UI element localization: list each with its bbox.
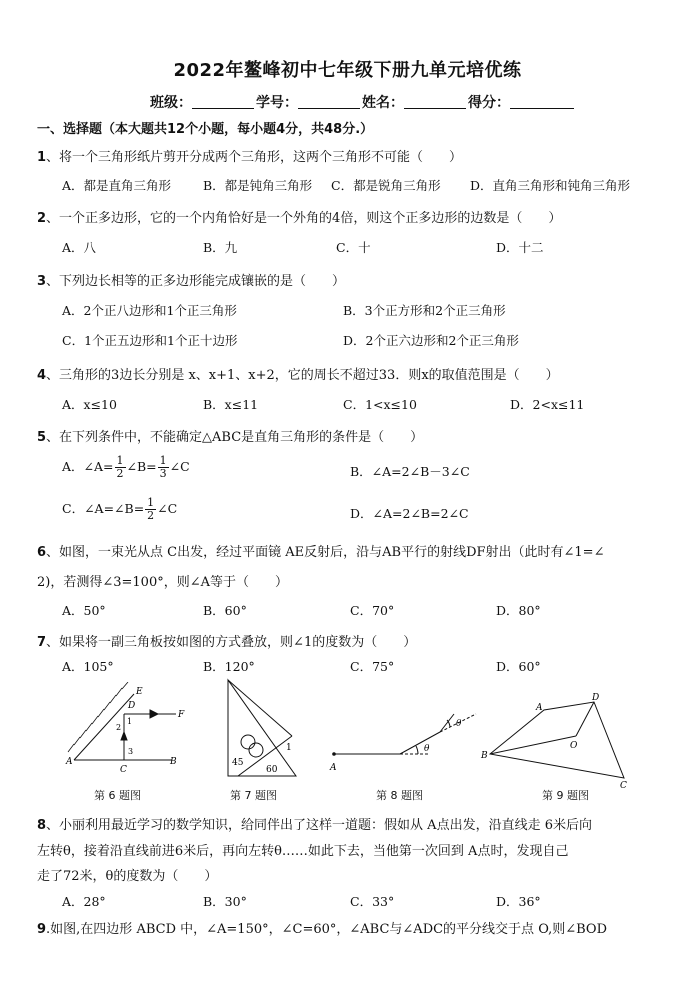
option-text: ∠C — [157, 501, 178, 516]
question-number: 2 — [37, 211, 47, 226]
option-b[interactable]: B．30° — [203, 894, 247, 909]
label-60: 60 — [266, 765, 278, 775]
option-d[interactable]: D．十二 — [496, 240, 544, 255]
label-B: B — [481, 751, 488, 761]
option-d[interactable]: D．2<x≤11 — [510, 397, 585, 412]
option-c[interactable]: C．都是锐角三角形 — [331, 178, 441, 193]
option-text: ∠C — [169, 459, 190, 474]
denominator: 2 — [116, 467, 124, 480]
option-d[interactable]: D．36° — [496, 894, 541, 909]
question-number: 4 — [37, 368, 47, 383]
question-1 — [37, 146, 462, 165]
option-a[interactable]: A．105° — [62, 659, 114, 674]
option-a[interactable] — [62, 455, 190, 480]
question-number: 3 — [37, 274, 47, 289]
id-blank[interactable] — [298, 94, 360, 109]
figure-7-diagram — [222, 676, 302, 780]
name-label: 姓名： — [362, 95, 404, 111]
label-A: A — [536, 703, 543, 713]
label-angle-1: 1 — [127, 717, 133, 726]
label-B: B — [170, 757, 177, 767]
label-A: A — [66, 757, 73, 767]
option-d[interactable]: D．直角三角形和钝角三角形 — [470, 178, 631, 193]
score-blank[interactable] — [510, 94, 574, 109]
label-theta: θ — [424, 744, 430, 754]
question-text: 、在下列条件中，不能确定△ABC是直角三角形的条件是（ ） — [46, 430, 424, 445]
question-number: 1 — [37, 150, 47, 165]
question-number: 8 — [37, 818, 47, 833]
option-c[interactable] — [62, 497, 177, 522]
figure-8-diagram — [328, 710, 478, 774]
option-c[interactable]: C．1<x≤10 — [343, 397, 417, 412]
option-b[interactable]: B．都是钝角三角形 — [203, 178, 313, 193]
option-b[interactable]: B．x≤11 — [203, 397, 259, 412]
option-b[interactable]: B．∠A=2∠B－3∠C — [350, 464, 470, 479]
option-a[interactable]: A．2个正八边形和1个正三角形 — [62, 303, 237, 318]
label-C: C — [620, 781, 627, 790]
question-text: 、一个正多边形，它的一个内角恰好是一个外角的4倍，则这个正多边形的边数是（ ） — [46, 211, 562, 226]
label-F: F — [178, 710, 185, 720]
label-D: D — [592, 693, 600, 703]
fraction-third — [158, 455, 169, 480]
label-E: E — [136, 687, 143, 697]
option-a[interactable]: A．八 — [62, 240, 97, 255]
option-c[interactable]: C．75° — [350, 659, 395, 674]
label-theta: θ — [456, 719, 462, 729]
numerator: 1 — [159, 454, 167, 467]
question-text: 、下列边长相等的正多边形能完成镶嵌的是（ ） — [46, 274, 346, 289]
name-blank[interactable] — [404, 94, 466, 109]
question-number: 9 — [37, 922, 47, 937]
question-text: 、将一个三角形纸片剪开分成两个三角形，这两个三角形不可能（ ） — [46, 150, 463, 165]
question-4 — [37, 364, 559, 383]
option-a[interactable]: A．28° — [62, 894, 106, 909]
question-text: 、如果将一副三角板按如图的方式叠放，则∠1的度数为（ ） — [46, 635, 417, 650]
label-O: O — [570, 741, 578, 751]
label-45: 45 — [232, 758, 244, 768]
label-D: D — [128, 701, 136, 711]
option-b[interactable]: B．60° — [203, 603, 247, 618]
question-7 — [37, 631, 416, 650]
option-b[interactable]: B．120° — [203, 659, 255, 674]
option-c[interactable]: C．33° — [350, 894, 395, 909]
id-label: 学号： — [256, 95, 298, 111]
score-label: 得分： — [468, 95, 510, 111]
denominator: 2 — [147, 509, 155, 522]
option-c[interactable]: C．70° — [350, 603, 395, 618]
question-text: 、如图，一束光从点 C出发，经过平面镜 AE反射后，沿与AB平行的射线DF射出（此时有∠1=∠ — [46, 545, 605, 560]
fraction-half — [115, 455, 126, 480]
question-number: 6 — [37, 545, 47, 560]
label-A: A — [330, 763, 337, 773]
option-b[interactable]: B．九 — [203, 240, 238, 255]
option-text: ∠B= — [126, 459, 157, 474]
figure-9-caption: 第 9 题图 — [542, 789, 589, 802]
option-a[interactable]: A．x≤10 — [62, 397, 117, 412]
question-9 — [37, 918, 607, 937]
question-2 — [37, 207, 561, 226]
label-angle-1: 1 — [286, 743, 292, 753]
question-8-cont: 左转θ，接着沿直线前进6米后，再向左转θ……如此下去，当他第一次回到 A点时，发现自己 — [37, 844, 569, 859]
numerator: 1 — [116, 454, 124, 467]
label-angle-2: 2 — [116, 723, 122, 732]
option-a[interactable]: A．50° — [62, 603, 106, 618]
option-text: A．∠A= — [62, 459, 114, 474]
label-angle-3: 3 — [128, 747, 134, 756]
denominator: 3 — [159, 467, 167, 480]
figure-9-diagram — [480, 690, 630, 790]
page-title: 2022年鳌峰初中七年级下册九单元培优练 — [173, 60, 522, 81]
option-d[interactable]: D．∠A=2∠B=2∠C — [350, 506, 469, 521]
option-b[interactable]: B．3个正方形和2个正三角形 — [343, 303, 506, 318]
figure-6-caption: 第 6 题图 — [94, 789, 141, 802]
numerator: 1 — [147, 496, 155, 509]
option-a[interactable]: A．都是直角三角形 — [62, 178, 172, 193]
option-c[interactable]: C．十 — [336, 240, 371, 255]
question-number: 7 — [37, 635, 47, 650]
question-6 — [37, 541, 604, 560]
class-blank[interactable] — [192, 94, 254, 109]
section-heading: 一、选择题（本大题共12个小题，每小题4分，共48分.） — [37, 122, 374, 137]
question-text: .如图,在四边形 ABCD 中，∠A=150°，∠C=60°，∠ABC与∠ADC的平分线交于点 O,则∠BOD — [46, 922, 607, 937]
question-3 — [37, 270, 345, 289]
question-5 — [37, 426, 423, 445]
figure-8-caption: 第 8 题图 — [376, 789, 423, 802]
option-d[interactable]: D．2个正六边形和2个正三角形 — [343, 333, 519, 348]
question-8 — [37, 814, 592, 833]
figure-7-caption: 第 7 题图 — [230, 789, 277, 802]
question-number: 5 — [37, 430, 47, 445]
question-6-cont: 2)，若测得∠3=100°，则∠A等于（ ） — [37, 575, 288, 590]
option-c[interactable]: C．1个正五边形和1个正十边形 — [62, 333, 238, 348]
question-text: 、三角形的3边长分别是 x、x+1、x+2，它的周长不超过33．则x的取值范围是（ ） — [46, 368, 559, 383]
class-label: 班级： — [150, 95, 192, 111]
fraction-half — [145, 497, 156, 522]
question-8-cont: 走了72米，θ的度数为（ ） — [37, 869, 218, 884]
option-d[interactable]: D．60° — [496, 659, 541, 674]
student-info-line — [150, 92, 576, 112]
label-C: C — [120, 765, 127, 772]
question-text: 、小丽利用最近学习的数学知识，给同伴出了这样一道题：假如从 A点出发，沿直线走 6米后向 — [46, 818, 592, 833]
figure-6-diagram — [60, 682, 190, 772]
option-text: C．∠A=∠B= — [62, 501, 145, 516]
option-d[interactable]: D．80° — [496, 603, 541, 618]
